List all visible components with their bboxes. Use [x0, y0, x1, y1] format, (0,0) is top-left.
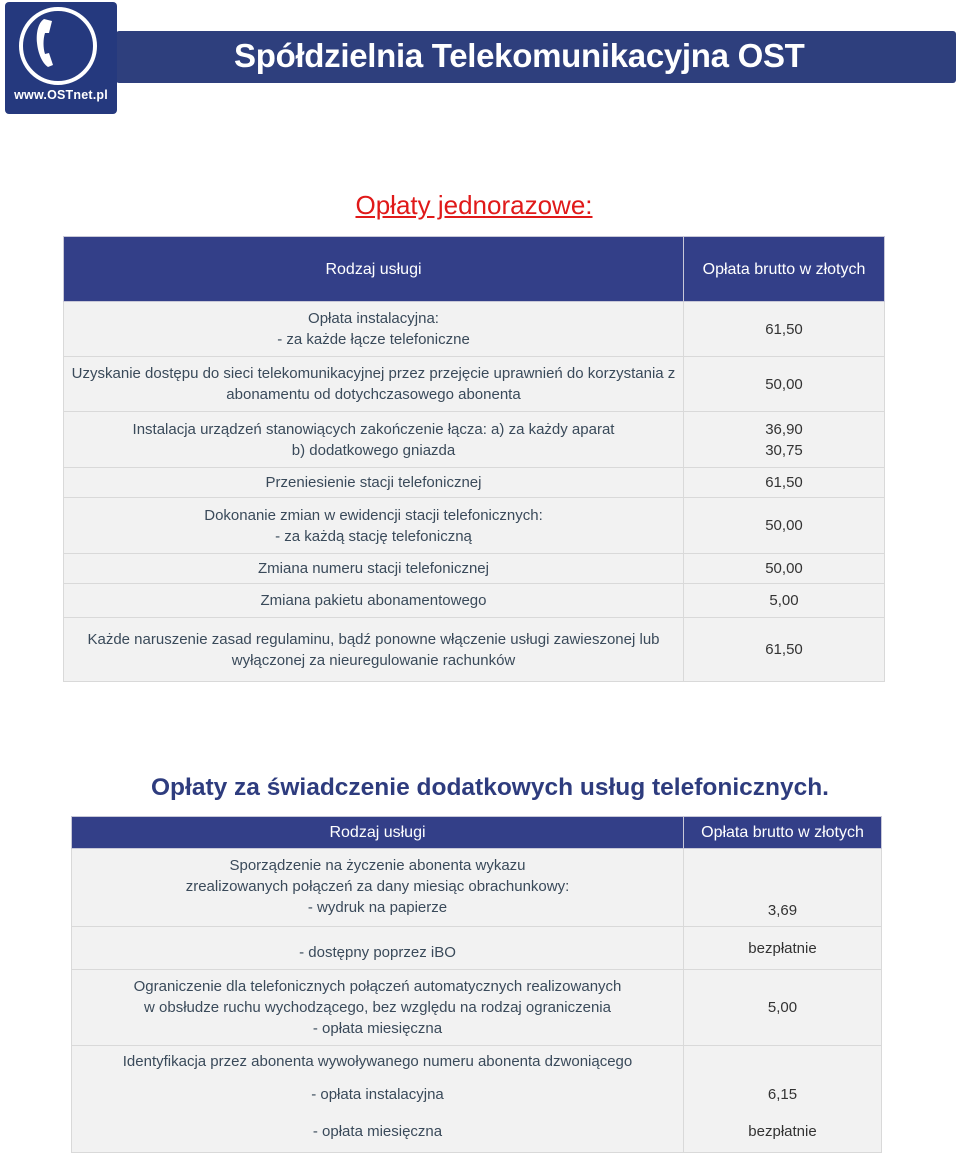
one-time-fees-table: [63, 236, 885, 682]
fee-cell: 50,00: [684, 357, 885, 412]
table-row: [72, 1078, 882, 1112]
table-row: [72, 849, 882, 927]
service-cell: Przeniesienie stacji telefonicznej: [64, 468, 684, 498]
table-row: [64, 584, 885, 618]
fee-cell: 50,00: [684, 554, 885, 584]
fee-cell: [684, 1046, 882, 1078]
service-cell: Opłata instalacyjna: - za każde łącze telefoniczne: [64, 302, 684, 357]
logo-url: www.OSTnet.pl: [14, 88, 108, 102]
header-banner: [116, 31, 956, 83]
fee-cell: 3,69: [684, 849, 882, 927]
service-cell: Instalacja urządzeń stanowiących zakończenie łącza: a) za każdy aparat b) dodatkowego gniazda: [64, 412, 684, 468]
table-row: [64, 302, 885, 357]
service-cell: Każde naruszenie zasad regulaminu, bądź ponowne włączenie usługi zawieszonej lub wyłączonej za nieuregulowanie rachunków: [64, 618, 684, 682]
table-row: [72, 970, 882, 1046]
service-cell: Dokonanie zmian w ewidencji stacji telefonicznych: - za każdą stację telefoniczną: [64, 498, 684, 554]
service-cell: Ograniczenie dla telefonicznych połączeń automatycznych realizowanych w obsłudze ruchu wychodzącego, bez względu na rodzaj ograniczenia - opłata miesięczna: [72, 970, 684, 1046]
service-cell: Uzyskanie dostępu do sieci telekomunikacyjnej przez przejęcie uprawnień do korzystania z abonamentu od dotychczasowego abonenta: [64, 357, 684, 412]
service-cell: Zmiana numeru stacji telefonicznej: [64, 554, 684, 584]
section2-title: Opłaty za świadczenie dodatkowych usług telefonicznych.: [151, 774, 829, 801]
table-row: [72, 1112, 882, 1153]
fee-cell: 6,15: [684, 1078, 882, 1112]
fee-cell: bezpłatnie: [684, 1112, 882, 1153]
table-row: [72, 1046, 882, 1078]
table-row: [64, 618, 885, 682]
service-cell: - opłata instalacyjna: [72, 1078, 684, 1112]
service-cell: Identyfikacja przez abonenta wywoływanego numeru abonenta dzwoniącego: [72, 1046, 684, 1078]
col-service-header: Rodzaj usługi: [72, 817, 684, 849]
table-row: [64, 554, 885, 584]
table-row: [72, 927, 882, 970]
fee-cell: 61,50: [684, 618, 885, 682]
table-row: [64, 498, 885, 554]
col-fee-header: Opłata brutto w złotych: [684, 237, 885, 302]
service-cell: - opłata miesięczna: [72, 1112, 684, 1153]
service-cell: Zmiana pakietu abonamentowego: [64, 584, 684, 618]
fee-cell: 36,90 30,75: [684, 412, 885, 468]
fee-cell: 5,00: [684, 584, 885, 618]
service-cell: - dostępny poprzez iBO: [72, 927, 684, 970]
phone-icon: [36, 17, 66, 69]
col-fee-header: Opłata brutto w złotych: [684, 817, 882, 849]
col-service-header: Rodzaj usługi: [64, 237, 684, 302]
company-logo: [5, 2, 117, 114]
additional-services-table: [71, 816, 882, 1153]
service-cell: Sporządzenie na życzenie abonenta wykazu zrealizowanych połączeń za dany miesiąc obrachunkowy: - wydruk na papierze: [72, 849, 684, 927]
fee-cell: bezpłatnie: [684, 927, 882, 970]
fee-cell: 61,50: [684, 468, 885, 498]
table-row: [64, 357, 885, 412]
fee-cell: 50,00: [684, 498, 885, 554]
company-name: Spółdzielnia Telekomunikacyjna OST: [234, 37, 805, 74]
table-row: [64, 468, 885, 498]
fee-cell: 61,50: [684, 302, 885, 357]
table-row: [64, 412, 885, 468]
section1-title: Opłaty jednorazowe:: [355, 190, 593, 220]
fee-cell: 5,00: [684, 970, 882, 1046]
